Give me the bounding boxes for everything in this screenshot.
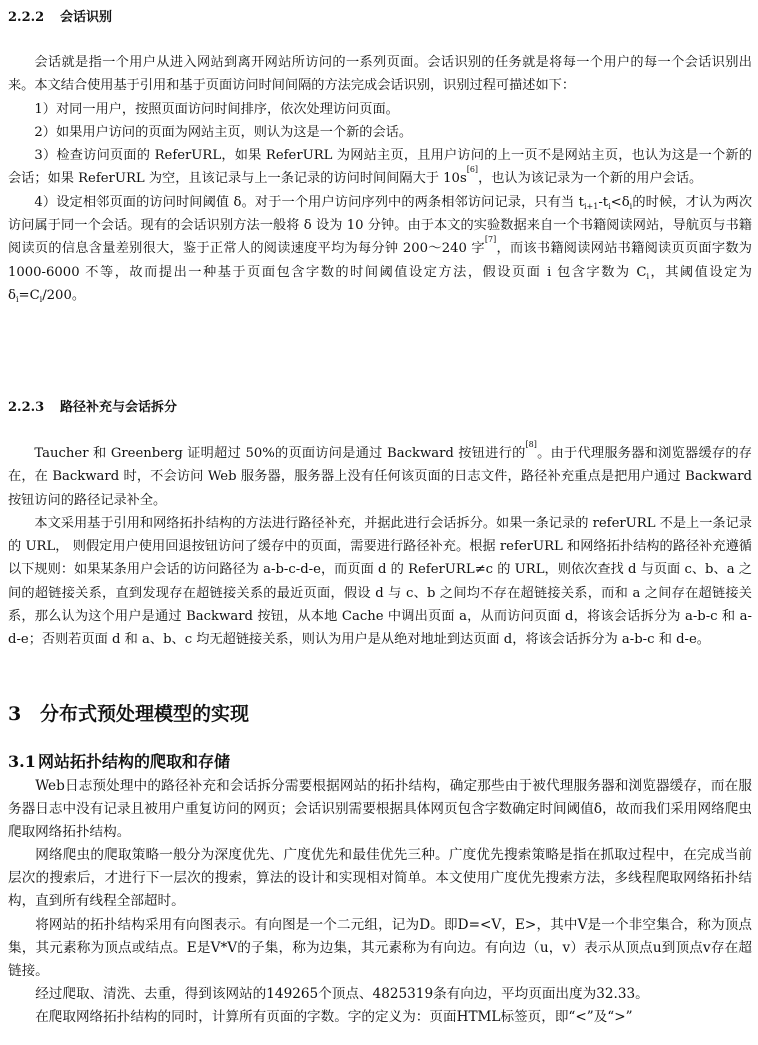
step-4 [8,191,752,307]
path-completion-body [8,442,752,652]
section-heading-3-1 [8,749,230,772]
section-title: 会话识别 [60,10,113,25]
paragraph: 网络爬虫的爬取策略一般分为深度优先、广度优先和最佳优先三种。广度优先搜索策略是指在抓取过程中，在完成当前层次的搜索后，才进行下一层次的搜索，算法的设计和实现相对简单。本文使用广度优先搜索方法，多线程爬取网络拓扑结构，直到所有线程全部超时。 [8,847,752,910]
paragraph: 将网站的拓扑结构采用有向图表示。有向图是一个二元组，记为D。即D=<V，E>，其中V是一个非空集合，称为顶点集，其元素称为顶点或结点。E是V*V的子集，称为边集，其元素称为有向边。有向边（u，v）表示从顶点u到顶点v存在超链接。 [8,916,752,979]
paragraph: 会话就是指一个用户从进入网站到离开网站所访问的一系列页面。会话识别的任务就是将每一个用户的每一个会话识别出来。本文结合使用基于引用和基于页面访问时间间隔的方法完成会话识别，识别过程可描述如下： [8,55,752,94]
subscript: i [39,294,43,304]
citation-8: [8] [525,440,537,449]
formula-text: -t [598,194,609,210]
formula-text: <δ [610,194,630,210]
paragraph: 经过爬取、清洗、去重，得到该网站的149265个顶点、4825319条有向边，平均页面出度为32.33。 [35,985,649,1002]
formula-text: /200。 [42,287,86,303]
paragraph-text: 。由于代理服务器和浏览器缓存的存在，在 Backward 时，不会访问 Web 服务器，服务器上没有任何该页面的日志文件，路径补充重点是把用户通过 Backward 按钮访问的路径记录补全。 [8,446,752,508]
session-identification-body [8,51,752,307]
paragraph [8,442,752,512]
paragraph: 在爬取网络拓扑结构的同时，计算所有页面的字数。字的定义为：页面HTML标签页，即“<”及“>” [35,1008,633,1025]
subscript: i [629,201,633,211]
paragraph-text: Taucher 和 Greenberg 证明超过 50%的页面访问是通过 Backward 按钮进行的 [34,446,526,461]
citation-7: [7] [484,235,497,245]
section-heading-2-2-2 [8,6,112,25]
step-3 [8,144,752,191]
section-number: 3.1 [8,752,36,771]
section-heading-2-2-3 [8,396,177,415]
formula-text: =C [18,287,40,303]
subscript: i+1 [583,201,599,211]
section-title: 分布式预处理模型的实现 [40,703,250,725]
paragraph: 本文采用基于引用和网络拓扑结构的方法进行路径补充，并据此进行会话拆分。如果一条记录的 referURL 不是上一条记录的 URL， 则假定用户使用回退按钮访问了缓存中的页面，需要进行路径补充。根据 referURL 和网络拓扑结构的路径补充遵循以下规则：如果某条用户会话的访问路径为 a-b-c-d-e，而页面 d 的 ReferURL≠c 的 URL，则依次查找 d 与页面 c、b、a 之间的超链接关系，直到发现存在超链接关系的最近页面，假设 d 与 c、b 之间均不存在超链接关系，而和 a 之间存在超链接关系，那么认为这个用户是通过 Backward 按钮，从本地 Cache 中调出页面 a，从而访问页面 d，将该会话拆分为 a-b-c 和 a-d-e；否则若页面 d 和 a、b、c 均无超链接关系，则认为用户是从绝对地址到达页面 d，将该会话拆分为 a-b-c 和 d-e。 [8,515,752,648]
paragraph: Web日志预处理中的路径补充和会话拆分需要根据网站的拓扑结构，确定那些由于被代理服务器和浏览器缓存，而在服务器日志中没有记录且被用户重复访问的网页；会话识别需要根据具体网页包含字数确定时间阈值δ，故而我们采用网络爬虫爬取网络拓扑结构。 [8,778,752,841]
section-number: 3 [8,703,22,725]
step-3-text: 3）检查访问页面的 ReferURL，如果 ReferURL 为网站主页，且用户访问的上一页不是网站主页，也认为这是一个新的会话；如果 ReferURL 为空，且该记录与上一条记录的访问时间间隔大于 10s [8,148,752,187]
step-4-text: ，而该书籍阅读网站书籍阅读页页面字数为 1000-6000 不等，故而提出一种基于页面包含字数的时间阈值设定方法，假设页面 i 包含字数为 C [8,241,752,280]
step-2: 2）如果用户访问的页面为网站主页，则认为这是一个新的会话。 [34,124,413,140]
subscript: i [646,271,649,281]
section-number: 2.2.2 [8,10,45,25]
subscript: i [15,294,19,304]
citation-6: [6] [466,165,479,175]
subscript: i [608,201,611,211]
step-4-text: 的时候，才认为两次访问属于同一个会话。现有的会话识别方法一般将 δ 设为 10 分钟。由于本文的实验数据来自一个书籍阅读网站，导航页与书籍阅读页的信息含量差别很大，鉴于正常人的阅读速度平均为每分钟 200～240 字 [8,194,753,257]
section-title: 网站拓扑结构的爬取和存储 [38,752,231,771]
step-3-text-end: ，也认为该记录为一个新的用户会话。 [478,171,703,187]
step-1: 1）对同一用户，按照页面访问时间排序，依次处理访问页面。 [34,101,399,117]
topology-crawl-body [8,775,752,1029]
step-4-text: 4）设定相邻页面的访问时间阈值 δ。对于一个用户访问序列中的两条相邻访问记录，只有当 t [34,194,584,210]
section-title: 路径补充与会话拆分 [60,400,178,415]
step-4-text: ，其阈值设定为 δ [8,264,752,303]
chapter-heading-3 [8,699,249,726]
section-number: 2.2.3 [8,400,45,415]
